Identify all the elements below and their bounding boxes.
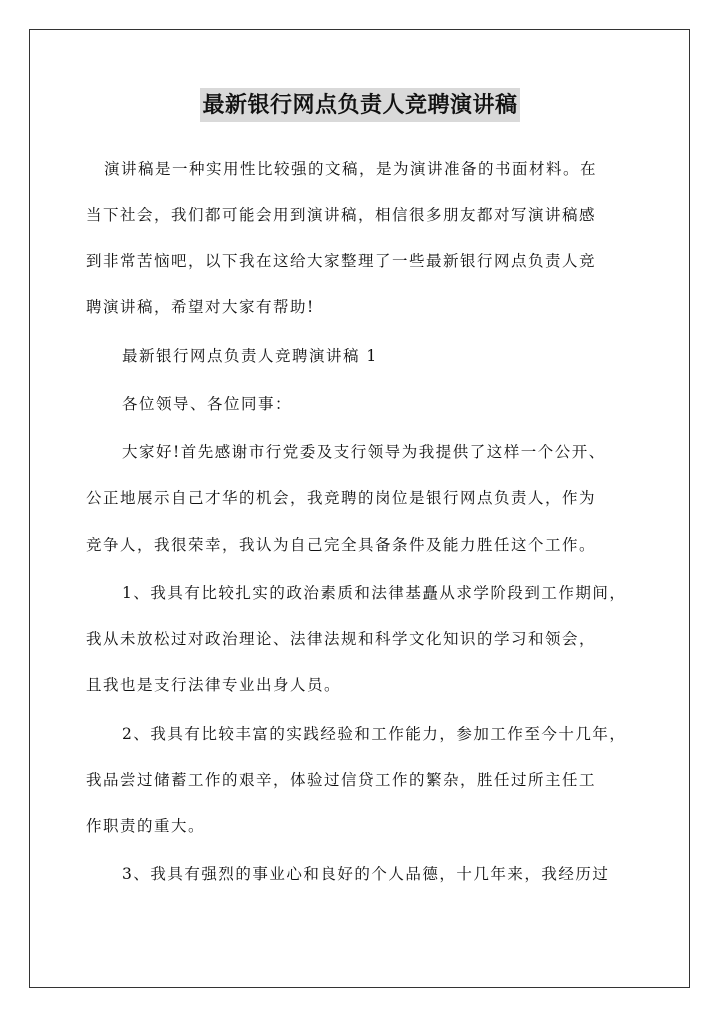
- paragraph-line: 竞争人，我很荣幸，我认为自己完全具备条件及能力胜任这个工作。: [86, 536, 597, 554]
- paragraph-line: 当下社会，我们都可能会用到演讲稿，相信很多朋友都对写演讲稿感: [86, 206, 597, 224]
- paragraph-line: 到非常苦恼吧，以下我在这给大家整理了一些最新银行网点负责人竞: [86, 252, 597, 270]
- paragraph-line: 我品尝过储蓄工作的艰辛，体验过信贷工作的繁杂，胜任过所主任工: [86, 771, 597, 789]
- paragraph-line: 2、我具有比较丰富的实践经验和工作能力，参加工作至今十几年，: [122, 725, 627, 743]
- paragraph-line: 我从未放松过对政治理论、法律法规和科学文化知识的学习和领会，: [86, 630, 597, 648]
- paragraph-line: 1、我具有比较扎实的政治素质和法律基矗从求学阶段到工作期间，: [122, 584, 627, 602]
- paragraph-line: 3、我具有强烈的事业心和良好的个人品德，十几年来，我经历过: [122, 865, 610, 883]
- section-heading: 最新银行网点负责人竞聘演讲稿 1: [122, 347, 378, 365]
- document-title-wrapper: [0, 88, 720, 122]
- paragraph-line: 演讲稿是一种实用性比较强的文稿，是为演讲准备的书面材料。在: [104, 160, 598, 178]
- salutation: 各位领导、各位同事：: [122, 395, 293, 413]
- paragraph-line: 公正地展示自己才华的机会，我竞聘的岗位是银行网点负责人，作为: [86, 489, 597, 507]
- paragraph-line: 大家好!首先感谢市行党委及支行领导为我提供了这样一个公开、: [122, 443, 606, 461]
- paragraph-line: 作职责的重大。: [86, 817, 206, 835]
- document-title: 最新银行网点负责人竞聘演讲稿: [200, 88, 519, 122]
- paragraph-line: 且我也是支行法律专业出身人员。: [86, 676, 342, 694]
- paragraph-line: 聘演讲稿，希望对大家有帮助!: [86, 298, 315, 316]
